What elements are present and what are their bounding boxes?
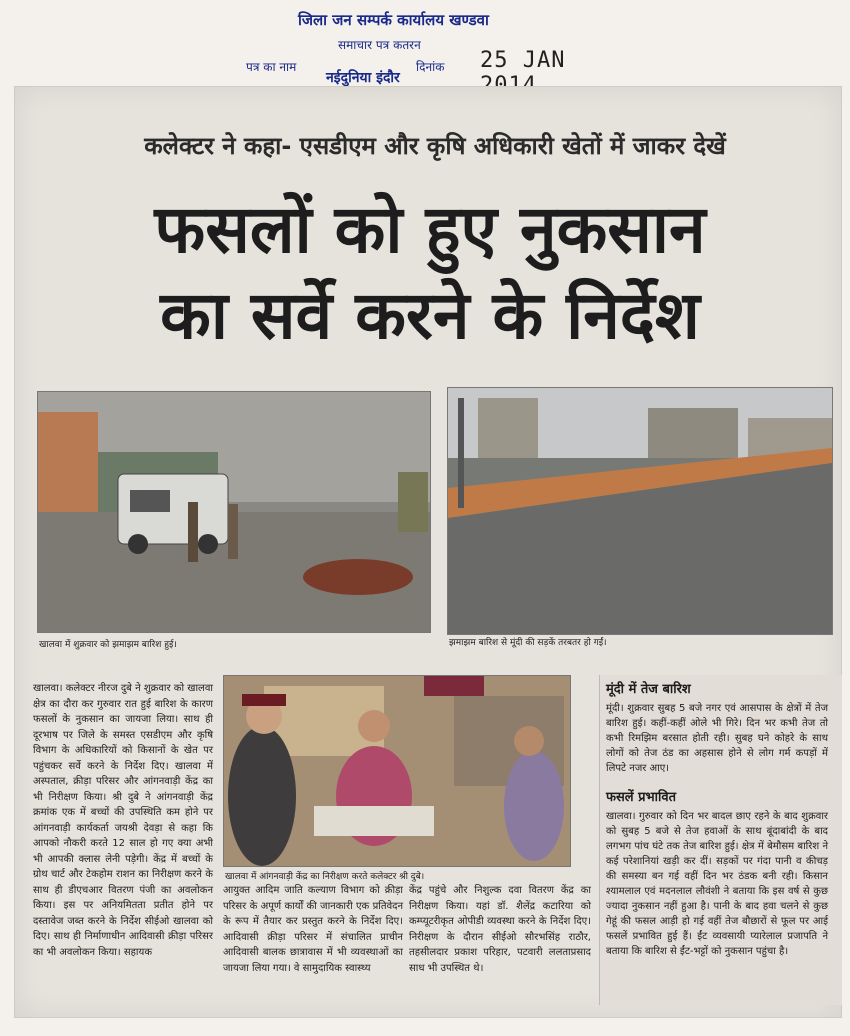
article-kicker: कलेक्टर ने कहा- एसडीएम और कृषि अधिकारी खेतों में जाकर देखें [144,132,726,160]
photo-rain-khalwa-graphic [38,392,430,632]
photo-rain-khalwa [37,391,431,633]
article-column-3: केंद्र पहुंचे और निशुल्क दवा वितरण केंद्र का निरीक्षण किया। यहां डॉ. शैलेंद्र कटारिया को कम्प्यूटरीकृत ओपीडी व्यवस्था करने के निर्देश दिए। निरीक्षण के दौरान सीईओ सौरभसिंह राठौर, तहसीलदार प्रकाश परिहार, पटवारी ललताप्रसाद साध भी उपस्थित थे। [409,885,591,974]
photo-wet-road-mundi [447,387,833,635]
photo2-caption: झमाझम बारिश से मूंदी की सड़कें तरबतर हो गईं। [449,638,607,648]
stamp-date-label: दिनांक [416,60,445,74]
sidebar-body-mundi: मूंदी। शुक्रवार सुबह 5 बजे नगर एवं आसपास के क्षेत्रों में तेज बारिश हुई। कहीं-कहीं ओले भी गिरे। दिन भर कभी तेज तो कभी रिमझिम बरसात होती रही। सुबह घने कोहरे के साथ लोगों को तेज ठंड का अहसास होने से लोग गर्म कपड़ों में लिपटे नजर आए। [606,703,828,774]
sidebar-body-crops: खालवा। गुरुवार को दिन भर बादल छाए रहने के बाद शुक्रवार को सुबह 5 बजे से तेज हवाओं के साथ बूंदाबांदी के बाद लगभग पांच घंटे तक तेज बारिश हुई। क्षेत्र में बेमौसम बारिश ने कई परेशानियां खड़ी कर दीं। सड़कों पर गंदा पानी व कीचड़ की समस्या बन गई वहीं दिन भर ठंडक बनी रही। किसान श्यामलाल एवं मदनलाल लौवंशी ने बताया कि इस वर्ष से कुछ ज्यादा नुकसान नहीं हुआ है। पानी के बाद हवा चलने से कुछ गेहूं की फसल आड़ी हो गई वहीं तेज बौछारों से फूल पर आई फसलें प्रभावित हुई हैं। ईंट व्यवसायी प्यारेलाल प्रजापति ने बताया कि बारिश से ईंट-भट्टों को नुकसान पहुंचा है। [606,811,828,957]
photo3-caption: खालवा में आंगनवाड़ी केंद्र का निरीक्षण करते कलेक्टर श्री दुबे। [225,872,425,882]
newspaper-clipping [14,86,842,1018]
stamp-office: जिला जन सम्पर्क कार्यालय खण्डवा [298,11,489,29]
article-column-2: आयुक्त आदिम जाति कल्याण विभाग को क्रीड़ा परिसर के अपूर्ण कार्यों की जानकारी एक प्रतिवेदन के रूप में तैयार कर प्रस्तुत करने के निर्देश दिए। आदिवासी क्रीड़ा परिसर में संचालित प्राचीन आदिवासी बालक छात्रावास में भी व्यवस्थाओं का जायजा लिया गया। वे सामुदायिक स्वास्थ्य [223,885,403,974]
headline-line-2: का सर्वे करने के निर्देश [160,277,700,354]
photo-anganwadi-inspection [223,675,571,867]
stamp-subtitle: समाचार पत्र कतरन [338,38,421,52]
stamp-paper-label: पत्र का नाम [246,60,297,74]
photo-anganwadi-graphic [224,676,570,866]
photo1-caption: खालवा में शुक्रवार को झमाझम बारिश हुई। [39,640,177,650]
stamp-date: 25 JAN [480,48,566,73]
sidebar-heading-mundi: मूंदी में तेज बारिश [606,682,691,697]
article-headline [35,187,825,359]
sidebar-box [599,675,842,1005]
headline-line-1: फसलों को हुए नुकसान [154,191,706,268]
article-column-1: खालवा। कलेक्टर नीरज दुबे ने शुक्रवार को खालवा क्षेत्र का दौरा कर गुरुवार रात हुई बारिश के कारण फसलों के नुकसान का जायजा लिया। साथ ही दूरभाष पर जिले के समस्त एसडीएम और कृषि विभाग के अधिकारियों को किसानों के खेत पर पहुंचकर सर्वे करने के निर्देश दिए। खालवा में अस्पताल, क्रीड़ा परिसर और आंगनवाड़ी केंद्र का भी निरीक्षण किया। श्री दुबे ने आंगनवाड़ी केंद्र क्रमांक एक में बच्चों की उपस्थिति कम होने पर आंगनवाड़ी कार्यकर्ता जयश्री देवड़ा से कहा कि आपको नौकरी करते 12 साल हो गए क्या अभी भी आपकी क्लास लेनी पड़ेगी। केंद्र में बच्चों के ग्रोथ चार्ट और टेकहोम राशन का निरीक्षण करने के साथ ही डीएचआर वितरण पंजी का अवलोकन किया। इस पर अनियमितता प्रतीत होने पर दस्तावेज जब्त करने के निर्देश सीईओ खालवा को दिए। साथ ही निर्माणाधीन आदिवासी क्रीड़ा परिसर का भी अवलोकन किया। सहायक [33,683,213,958]
sidebar-heading-crops: फसलें प्रभावित [606,790,677,805]
clipping-stamp [230,6,630,86]
photo-wet-road-mundi-graphic [448,388,832,634]
stamp-paper-name: नईदुनिया इंदौर [326,70,400,86]
